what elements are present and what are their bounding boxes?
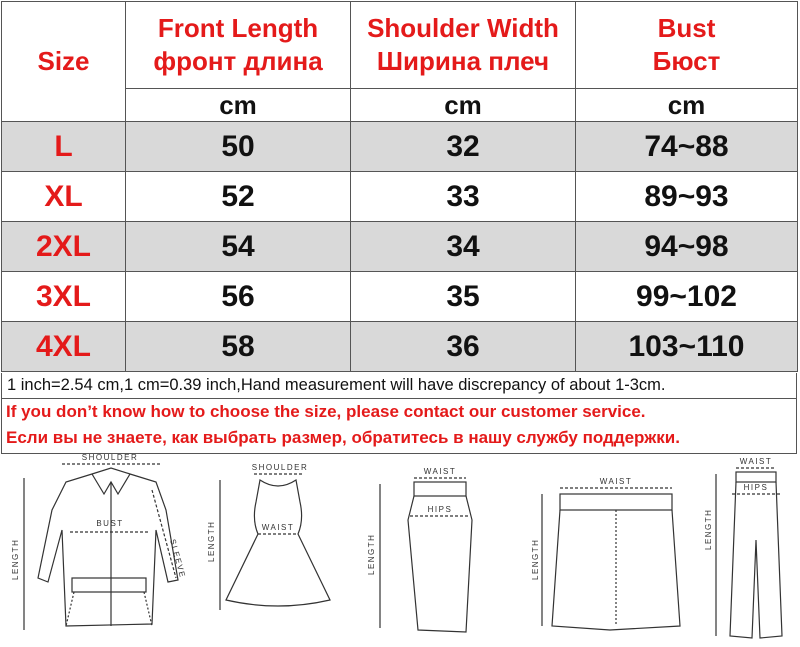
front-length-header (126, 2, 351, 89)
dress-diagram (200, 450, 340, 642)
contact-note-en: If you don’t know how to choose the size, please contact our customer service. (6, 402, 646, 421)
label-shoulder: SHOULDER (81, 453, 139, 462)
length-cell: 56 (126, 272, 351, 322)
bust-cell: 74~88 (576, 122, 798, 172)
length-cell: 54 (126, 222, 351, 272)
label-sleeve: SLEEVE (168, 538, 188, 580)
header-row (2, 2, 798, 89)
length-cell: 52 (126, 172, 351, 222)
label-length: LENGTH (207, 520, 216, 562)
table-row (2, 322, 798, 372)
skirt-diagram (360, 450, 510, 642)
length-cell: 58 (126, 322, 351, 372)
label-waist: WAIST (423, 467, 457, 476)
size-table (1, 1, 798, 372)
table-row (2, 122, 798, 172)
trousers-diagram (700, 450, 800, 642)
label-length: LENGTH (704, 508, 713, 550)
measurement-diagrams (0, 450, 800, 642)
bust-header (576, 2, 798, 89)
shorts-diagram (530, 450, 690, 642)
bust-cell: 99~102 (576, 272, 798, 322)
label-shoulder: SHOULDER (251, 463, 309, 472)
label-waist: WAIST (599, 477, 633, 486)
bust-cell: 89~93 (576, 172, 798, 222)
label-length: LENGTH (531, 538, 540, 580)
contact-note-ru: Если вы не знаете, как выбрать размер, обратитесь в нашу службу поддержки. (6, 428, 680, 447)
label-length: LENGTH (367, 533, 376, 575)
shoulder-cell: 33 (351, 172, 576, 222)
label-length: LENGTH (11, 538, 20, 580)
bust-cell: 103~110 (576, 322, 798, 372)
shoulder-cell: 32 (351, 122, 576, 172)
shoulder-width-title-ru: Ширина плеч (376, 46, 550, 76)
label-bust: BUST (96, 519, 124, 528)
label-hips: HIPS (743, 483, 769, 492)
length-cell: 50 (126, 122, 351, 172)
unit-label: cm (576, 89, 798, 122)
shoulder-cell: 34 (351, 222, 576, 272)
shoulder-width-title-en: Shoulder Width (367, 13, 559, 43)
bust-title-ru: Бюст (652, 46, 721, 76)
bust-title-en: Bust (657, 13, 716, 43)
label-waist: WAIST (739, 457, 773, 466)
table-row (2, 172, 798, 222)
size-cell: 4XL (2, 322, 126, 372)
jacket-diagram (0, 450, 200, 642)
size-cell: 3XL (2, 272, 126, 322)
label-waist: WAIST (261, 523, 295, 532)
shoulder-width-header (351, 2, 576, 89)
notes-block (1, 373, 797, 454)
shoulder-cell: 36 (351, 322, 576, 372)
unit-label: cm (126, 89, 351, 122)
size-cell: 2XL (2, 222, 126, 272)
size-cell: XL (2, 172, 126, 222)
unit-label: cm (351, 89, 576, 122)
table-row (2, 272, 798, 322)
front-length-title-en: Front Length (157, 13, 319, 43)
size-cell: L (2, 122, 126, 172)
contact-note (1, 399, 797, 454)
front-length-title-ru: фронт длина (153, 46, 323, 76)
conversion-note: 1 inch=2.54 cm,1 cm=0.39 inch,Hand measurement will have discrepancy of about 1-3cm. (1, 373, 797, 399)
table-row (2, 222, 798, 272)
bust-cell: 94~98 (576, 222, 798, 272)
size-column-header: Size (2, 2, 126, 122)
label-hips: HIPS (427, 505, 453, 514)
shoulder-cell: 35 (351, 272, 576, 322)
